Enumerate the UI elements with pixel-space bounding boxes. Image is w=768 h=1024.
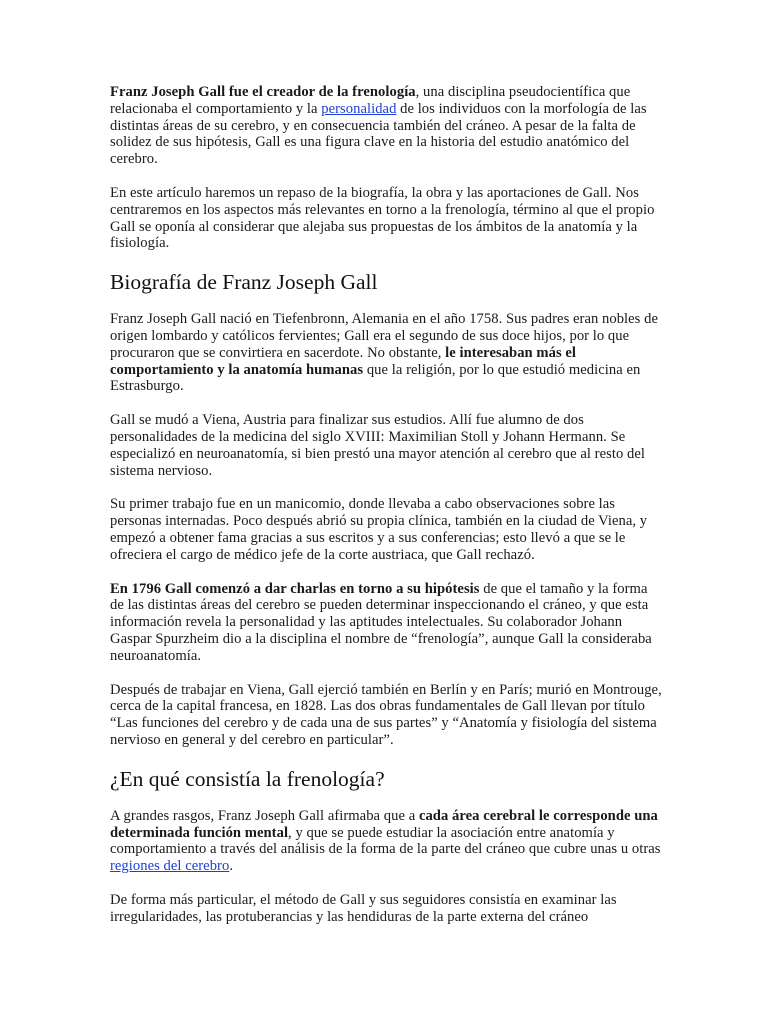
intro-text: , una disciplina pseudocientífica que relacionaba el comportamiento y la xyxy=(110,84,631,117)
vienna-paragraph: Gall se mudó a Viena, Austria para finalizar sus estudios. Allí fue alumno de dos personalidades de la medicina del siglo XVIII: Maximilian Stoll y Johann Hermann. Se especializó en neuroanatomía, si bien prestó una mayor atención al cerebro que al resto del sistema nervioso. xyxy=(110,412,645,479)
first-job-paragraph: Su primer trabajo fue en un manicomio, donde llevaba a cabo observaciones sobre las personas internadas. Poco después abrió su propia clínica, también en la ciudad de Viena, y empezó a obtener fama gracias a sus escritos y a sus conferencias; esto llevó a que se le ofreciera el cargo de médico jefe de la corte austriaca, que Gall rechazó. xyxy=(110,496,648,563)
lectures-text: de que el tamaño y la forma de las distintas áreas del cerebro se pueden determinar inspeccionando el cráneo, y que esta información revela la personalidad y las aptitudes intelectuales. Su colaborador Johann Gaspar Spurzheim dio a la disciplina el nombre de “frenología”, aunque Gall la consideraba neuroanatomía. xyxy=(110,580,652,664)
phrenology-heading: ¿En qué consistía la frenología? xyxy=(110,766,385,791)
birth-bold-text: le interesaban más el comportamiento y la anatomía humanas xyxy=(110,344,577,378)
phrenology-text: A grandes rasgos, Franz Joseph Gall afirmaba que a xyxy=(110,807,419,824)
birth-text: Franz Joseph Gall nació en Tiefenbronn, Alemania en el año 1758. Sus padres eran nobles de origen lombardo y católicos fervientes; Gall era el segundo de sus doce hijos, por lo que procuraron que se convirtiera en sacerdote. No obstante, xyxy=(110,311,658,361)
phrenology-text-mid: , y que se puede estudiar la asociación entre anatomía y comportamiento a través del análisis de la forma de la parte del cráneo que cubre unas u otras xyxy=(110,824,661,858)
birth-text-end: que la religión, por lo que estudió medicina en Estrasburgo. xyxy=(110,361,641,395)
lectures-bold-text: En 1796 Gall comenzó a dar charlas en torno a su hipótesis xyxy=(110,580,480,597)
personalidad-link[interactable]: personalidad xyxy=(321,100,397,117)
biography-heading: Biografía de Franz Joseph Gall xyxy=(110,270,378,295)
overview-paragraph: En este artículo haremos un repaso de la biografía, la obra y las aportaciones de Gall. Nos centraremos en los aspectos más relevantes en torno a la frenología, término al que el propio Gall se oponía al considerar que alejaba sus propuestas de los ámbitos de la anatomía y la fisiología. xyxy=(110,184,655,252)
phrenology-text-end: . xyxy=(229,858,234,875)
article-body xyxy=(110,84,662,942)
intro-text-end: de los individuos con la morfología de las distintas áreas de su cerebro, y en consecuencia también del cráneo. A pesar de la falta de solidez de sus hipótesis, Gall es una figura clave en la historia del estudio anatómico del cerebro. xyxy=(110,100,647,168)
phrenology-paragraph xyxy=(110,808,662,875)
intro-paragraph xyxy=(110,84,662,168)
regiones-cerebro-link[interactable]: regiones del cerebro xyxy=(110,858,230,875)
birth-paragraph xyxy=(110,311,662,395)
method-paragraph: De forma más particular, el método de Gall y sus seguidores consistía en examinar las irregularidades, las protuberancias y las hendiduras de la parte externa del cráneo xyxy=(110,891,617,925)
later-life-paragraph: Después de trabajar en Viena, Gall ejerció también en Berlín y en París; murió en Montrouge, cerca de la capital francesa, en 1828. Las dos obras fundamentales de Gall llevan por título “Las funciones del cerebro y de cada una de sus partes” y “Anatomía y fisiología del sistema nervioso en general y del cerebro en particular”. xyxy=(110,681,662,748)
lectures-paragraph xyxy=(110,581,662,665)
intro-bold-text: Franz Joseph Gall fue el creador de la frenología xyxy=(110,84,416,100)
phrenology-bold-text: cada área cerebral le corresponde una determinada función mental xyxy=(110,807,658,841)
